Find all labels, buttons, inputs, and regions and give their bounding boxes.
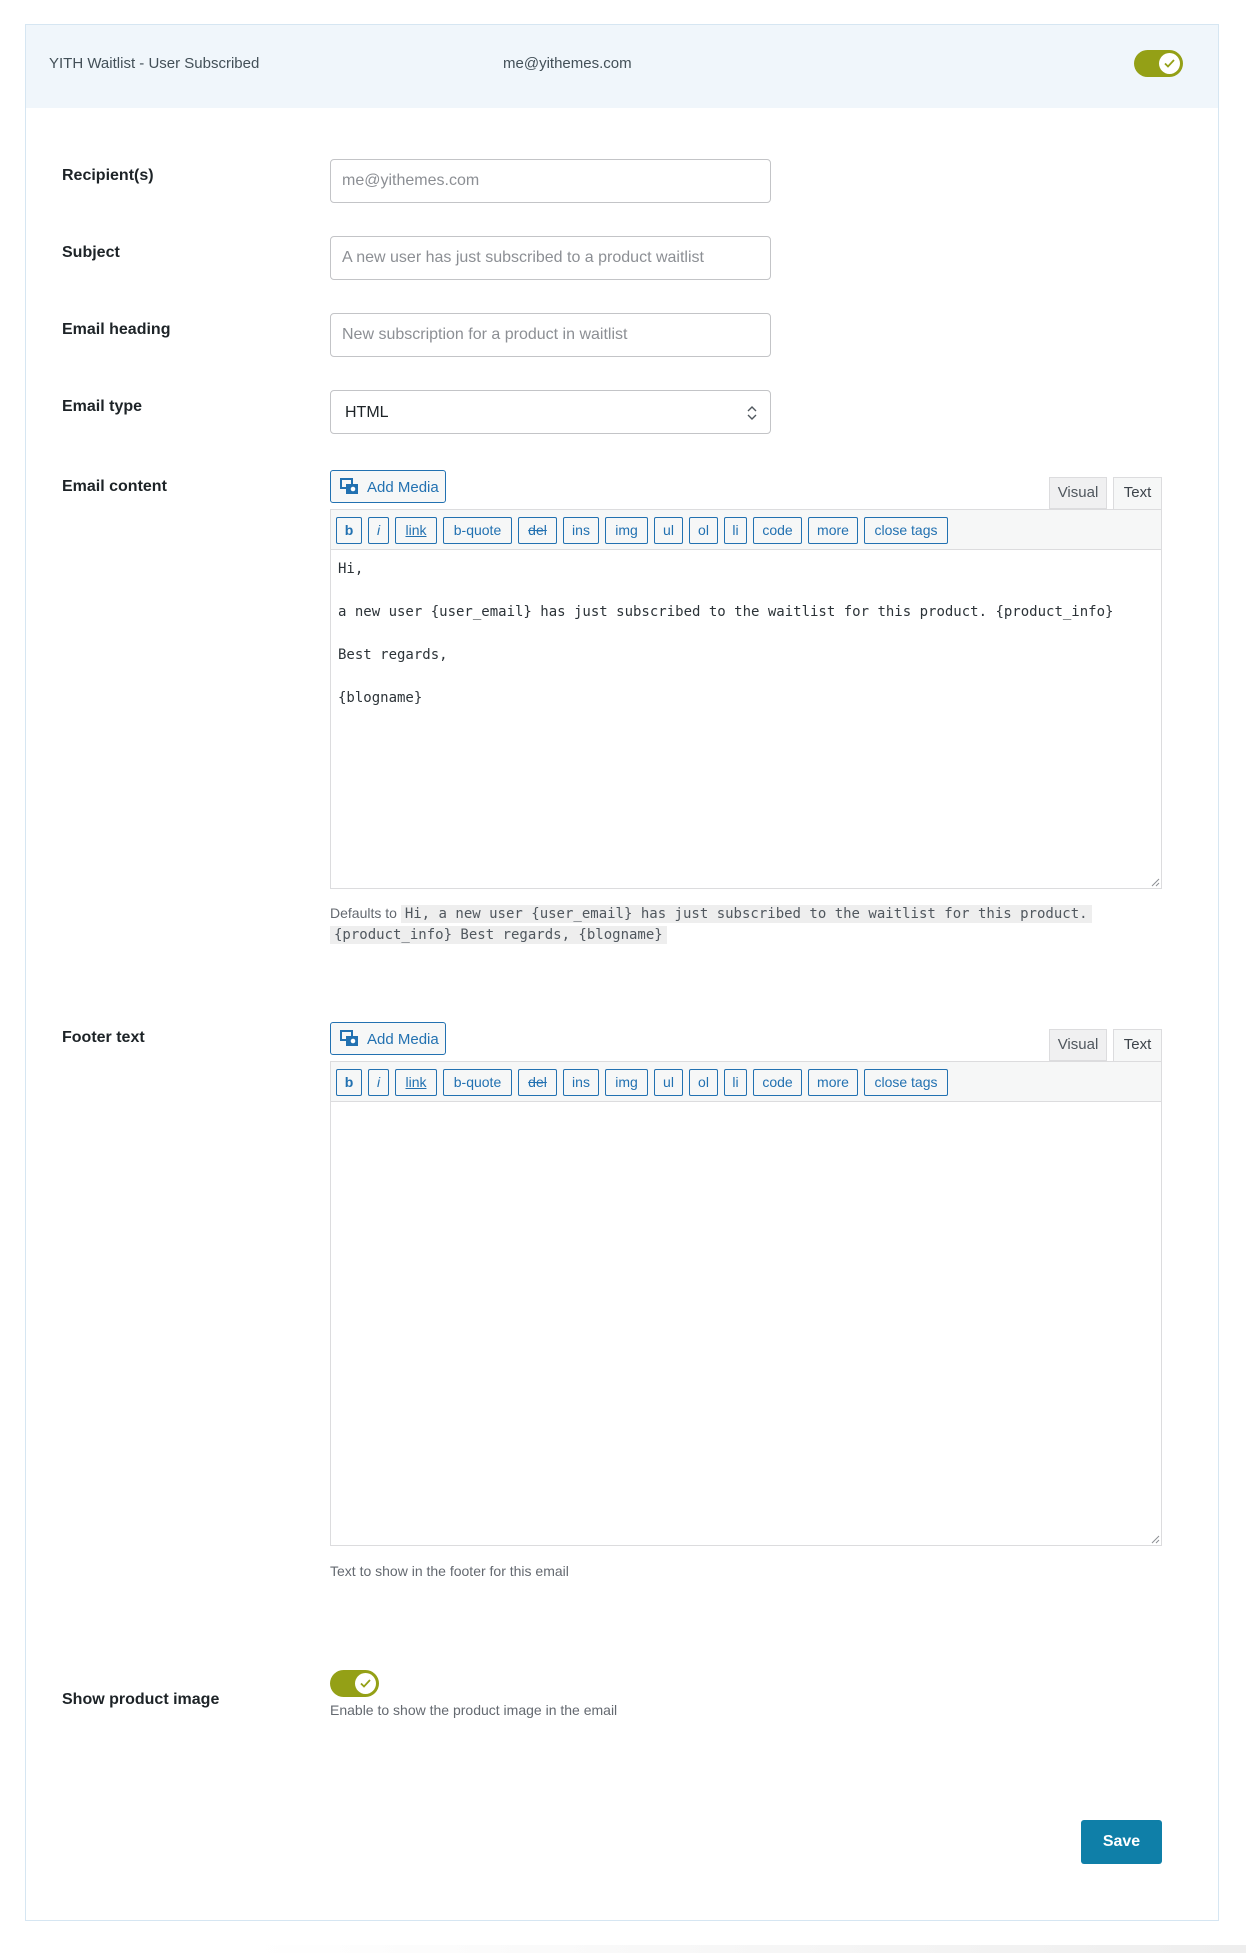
quicktag-ul[interactable]: ul [654,517,683,544]
quicktag-more[interactable]: more [808,1069,858,1096]
select-arrows-icon [746,404,758,422]
resize-handle-icon[interactable] [1151,1535,1160,1544]
email-header[interactable] [26,25,1218,108]
quicktag-italic[interactable]: i [368,1069,389,1096]
toggle-knob [355,1673,376,1694]
defaults-code-line2: {product_info} Best regards, {blogname} [330,926,667,944]
quicktag-bold[interactable]: b [336,517,362,544]
email-enabled-toggle[interactable] [1134,50,1183,77]
quicktag-close-tags[interactable]: close tags [864,1069,948,1096]
recipients-label: Recipient(s) [62,167,154,184]
footer-text-editor[interactable] [330,1101,1162,1546]
quicktag-del[interactable]: del [518,1069,557,1096]
quicktag-del[interactable]: del [518,517,557,544]
media-icon [340,478,360,496]
subject-label: Subject [62,244,120,261]
quicktag-img[interactable]: img [605,1069,648,1096]
media-icon [340,1030,360,1048]
quicktag-link[interactable]: link [395,517,437,544]
tab-text[interactable]: Text [1113,477,1162,510]
email-settings-panel [25,24,1219,1921]
quicktag-li[interactable]: li [724,1069,747,1096]
email-heading-label: Email heading [62,321,171,338]
quicktag-bold[interactable]: b [336,1069,362,1096]
email-type-select[interactable] [330,390,771,434]
show-product-image-description: Enable to show the product image in the email [330,1702,618,1718]
email-content-defaults [330,903,1130,945]
footer-text-label: Footer text [62,1029,145,1046]
footer-quicktags-toolbar [330,1061,1162,1101]
email-content-text: Hi, a new user {user_email} has just subscribed to the waitlist for this product. {product_info} Best regards, {blogname} [338,561,1114,706]
email-type-label: Email type [62,398,143,415]
page-bottom-shadow [250,1945,1246,1953]
email-content-editor[interactable] [330,549,1162,889]
quicktag-bquote[interactable]: b-quote [443,517,512,544]
show-product-image-toggle[interactable] [330,1670,379,1697]
save-button[interactable]: Save [1081,1820,1162,1864]
add-media-label: Add Media [367,1031,439,1048]
quicktag-more[interactable]: more [808,517,858,544]
quicktag-ol[interactable]: ol [689,517,718,544]
quicktag-img[interactable]: img [605,517,648,544]
quicktags-toolbar [330,509,1162,549]
toggle-knob [1159,53,1180,74]
quicktag-link[interactable]: link [395,1069,437,1096]
check-icon [360,1679,371,1688]
footer-tab-visual[interactable]: Visual [1049,1029,1107,1061]
quicktag-bquote[interactable]: b-quote [443,1069,512,1096]
quicktag-ul[interactable]: ul [654,1069,683,1096]
check-icon [1164,59,1175,68]
quicktag-code[interactable]: code [753,1069,802,1096]
subject-input[interactable] [330,236,771,280]
add-media-button[interactable] [330,470,446,503]
show-product-image-label: Show product image [62,1691,220,1708]
quicktag-close-tags[interactable]: close tags [864,517,948,544]
defaults-prefix: Defaults to [330,905,397,921]
quicktag-italic[interactable]: i [368,517,389,544]
email-type-value: HTML [345,404,389,421]
footer-tab-text[interactable]: Text [1113,1029,1162,1062]
quicktag-ol[interactable]: ol [689,1069,718,1096]
tab-visual[interactable]: Visual [1049,477,1107,509]
footer-add-media-button[interactable] [330,1022,446,1055]
quicktag-li[interactable]: li [724,517,747,544]
footer-text-description: Text to show in the footer for this email [330,1563,569,1579]
resize-handle-icon[interactable] [1151,878,1160,887]
quicktag-ins[interactable]: ins [563,517,599,544]
quicktag-ins[interactable]: ins [563,1069,599,1096]
add-media-label: Add Media [367,479,439,496]
email-title: YITH Waitlist - User Subscribed [49,55,260,72]
email-content-label: Email content [62,478,167,495]
email-heading-input[interactable] [330,313,771,357]
quicktag-code[interactable]: code [753,517,802,544]
recipients-input[interactable] [330,159,771,203]
email-recipient: me@yithemes.com [503,55,632,72]
defaults-code-line1: Hi, a new user {user_email} has just subscribed to the waitlist for this product. [401,905,1092,923]
